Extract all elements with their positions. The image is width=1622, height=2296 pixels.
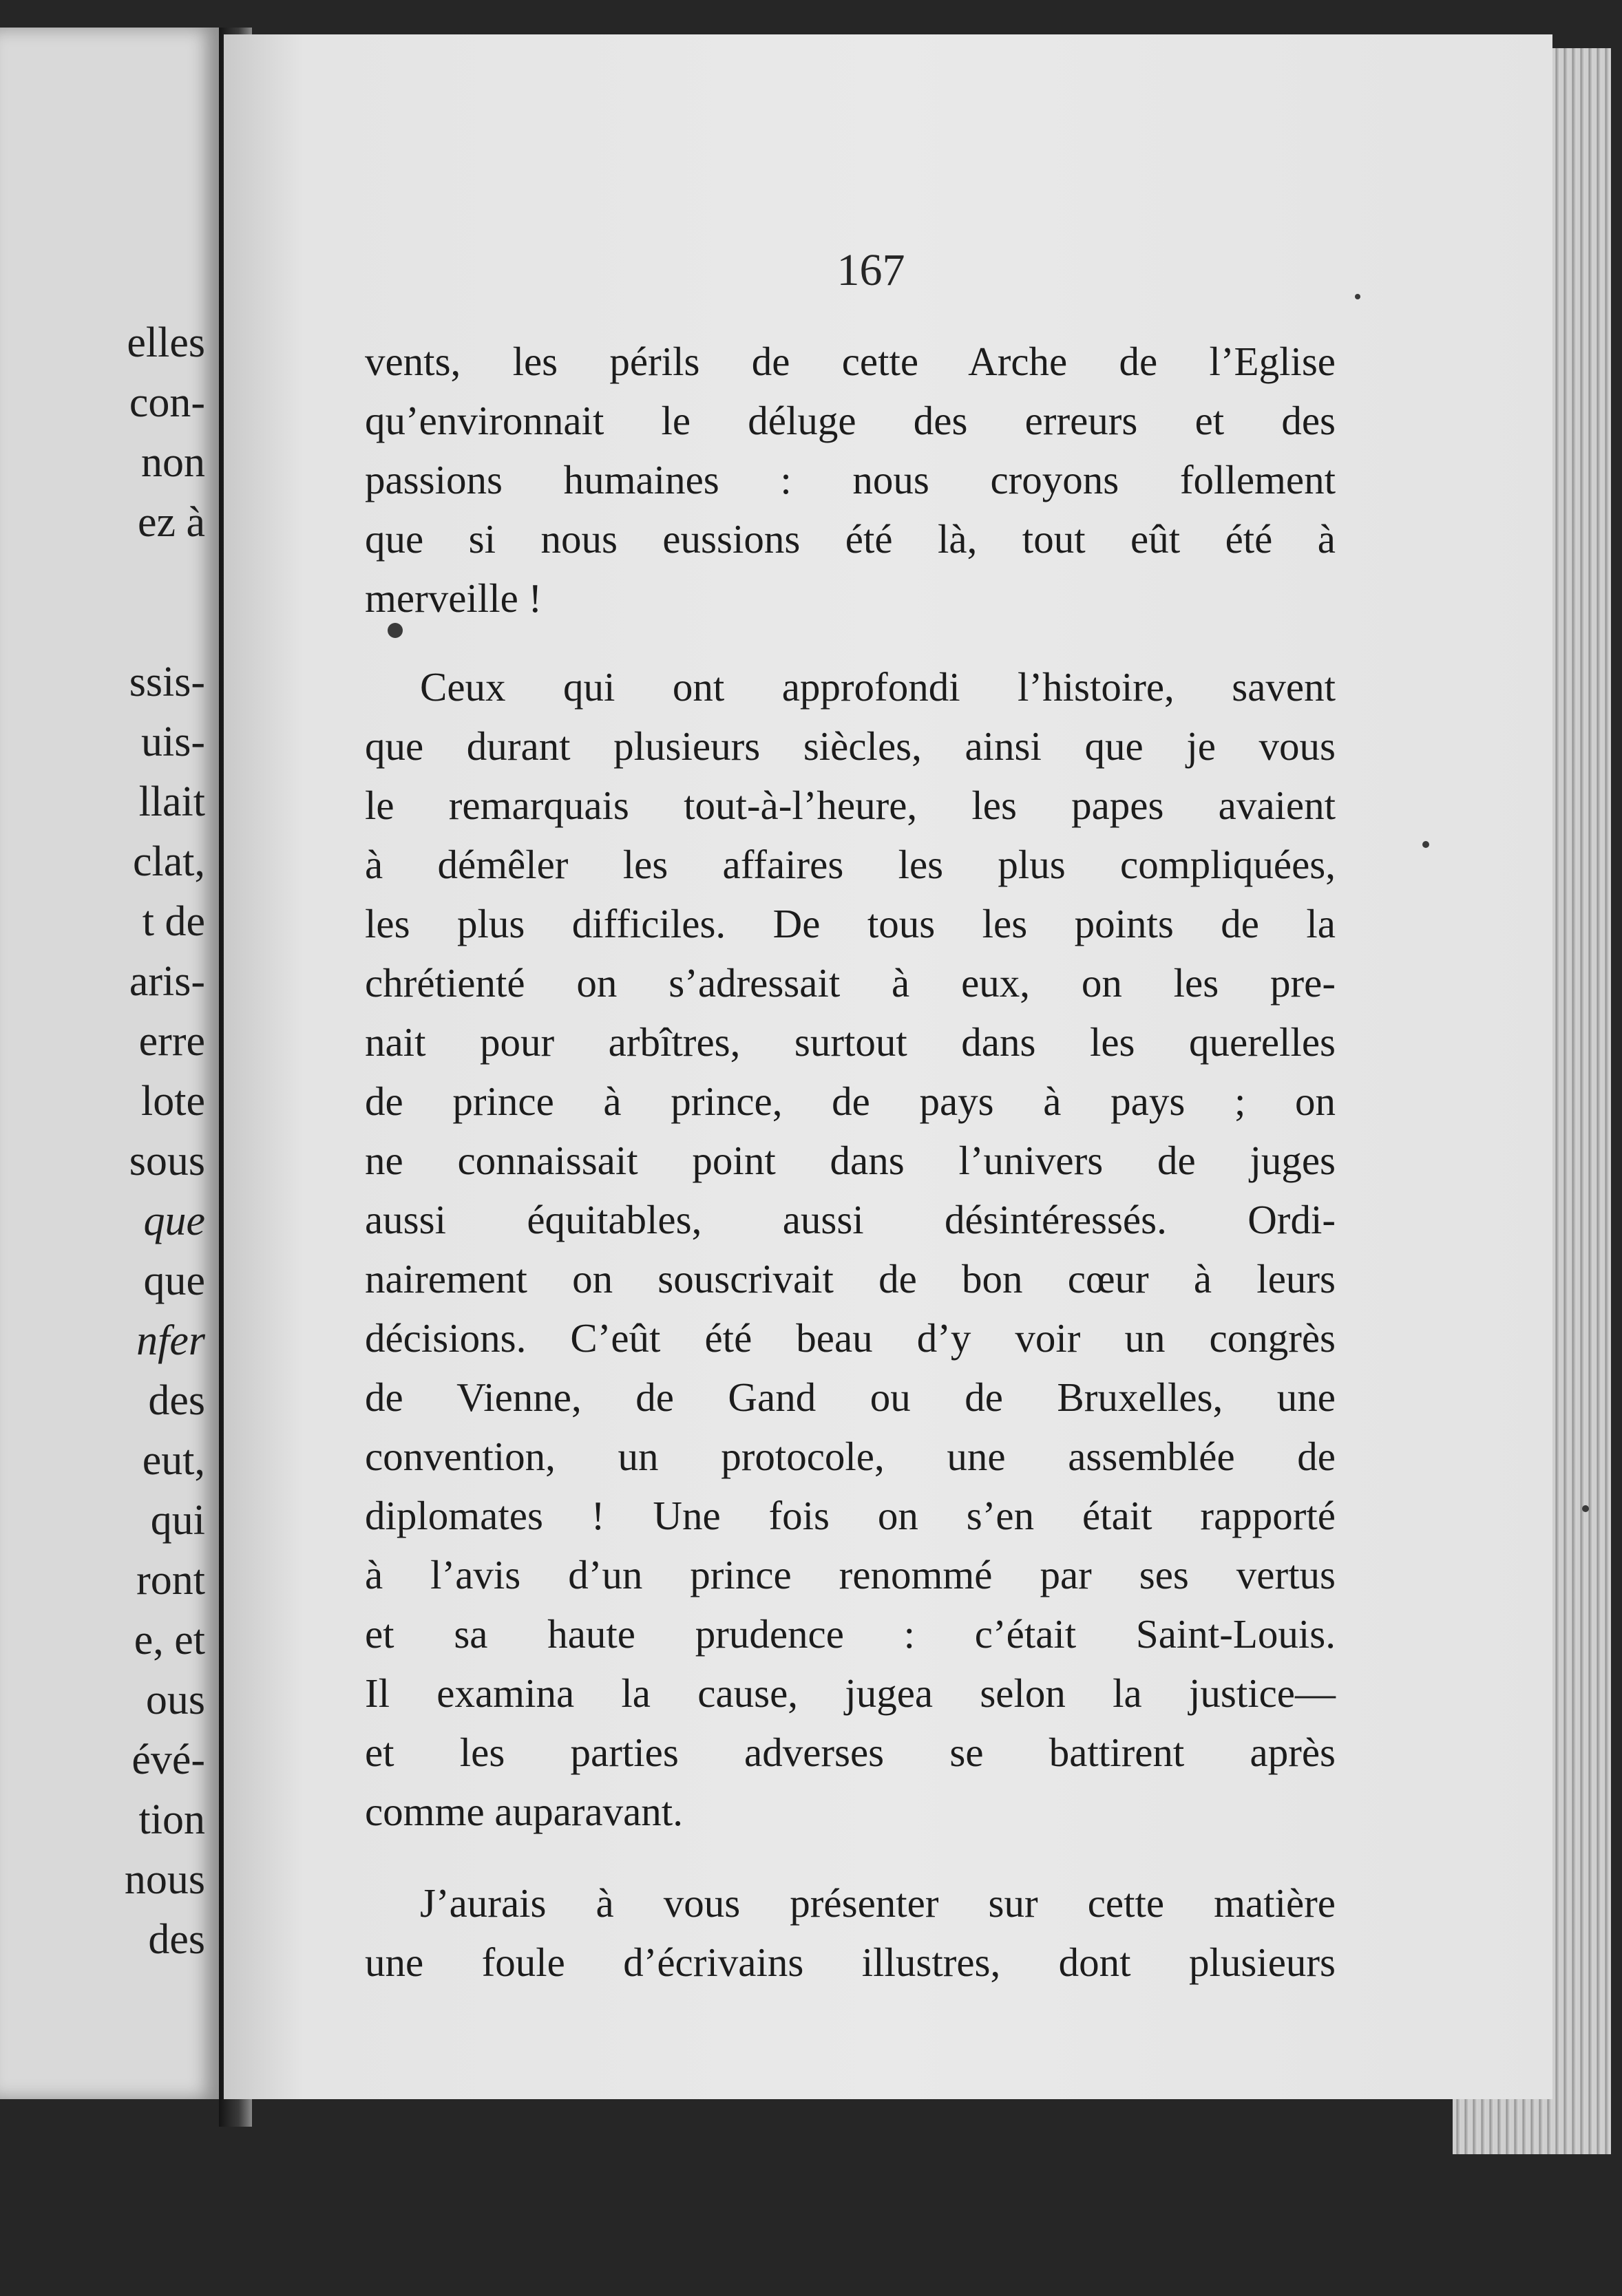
text-line: à l’avis d’un prince renommé par ses vertus: [365, 1552, 1336, 1597]
text-line: aussi équitables, aussi désintéressés. Ordi-: [365, 1197, 1336, 1242]
text-line: et les parties adverses se battirent après: [365, 1730, 1336, 1775]
text-line: à démêler les affaires les plus compliquées,: [365, 842, 1336, 887]
left-page-fragment: uis-: [141, 719, 205, 765]
text-line: et sa haute prudence : c’était Saint-Louis.: [365, 1611, 1336, 1657]
left-page-fragment: que: [143, 1198, 205, 1244]
text-line: qu’environnait le déluge des erreurs et des: [365, 398, 1336, 443]
left-page-fragment: eut,: [142, 1437, 205, 1484]
left-page-fragment: clat,: [133, 838, 205, 885]
left-page-fragment: qui: [150, 1497, 205, 1544]
paragraph: [365, 1873, 1336, 1992]
text-line: Ceux qui ont approfondi l’histoire, savent: [420, 664, 1336, 710]
left-page-fragment: ous: [145, 1677, 205, 1723]
left-page-fragment: con-: [129, 379, 205, 426]
text-line: une foule d’écrivains illustres, dont plusieurs: [365, 1939, 1336, 1985]
left-page-fragment: lote: [141, 1078, 205, 1125]
page-number: 167: [836, 245, 905, 295]
left-page-fragment: évé-: [131, 1736, 205, 1783]
text-line: décisions. C’eût été beau d’y voir un congrès: [365, 1315, 1336, 1361]
left-page-fragment: nous: [124, 1856, 205, 1903]
left-page-fragment: que: [143, 1257, 205, 1304]
text-line: J’aurais à vous présenter sur cette matière: [420, 1880, 1336, 1926]
left-page-fragment: ez à: [137, 499, 205, 546]
left-page-fragment: sous: [129, 1138, 205, 1184]
text-line: passions humaines : nous croyons follement: [365, 457, 1336, 502]
left-page-fragment: ssis-: [129, 659, 205, 705]
text-line: merveille !: [365, 575, 543, 621]
text-line: que si nous eussions été là, tout eût été à: [365, 516, 1336, 562]
text-line: diplomates ! Une fois on s’en était rapporté: [365, 1493, 1336, 1538]
paragraph: [365, 657, 1336, 1841]
left-page-fragment: non: [141, 439, 205, 486]
left-page-fragment: des: [148, 1916, 205, 1963]
left-page-fragment: llait: [138, 778, 205, 825]
left-page-fragment: tion: [138, 1796, 205, 1843]
left-page-fragment: e, et: [134, 1617, 205, 1663]
paragraph: [365, 332, 1336, 628]
ink-speck: [1355, 294, 1360, 299]
text-line: le remarquais tout-à-l’heure, les papes avaient: [365, 783, 1336, 828]
text-line: Il examina la cause, jugea selon la justice—: [365, 1670, 1336, 1716]
left-page-fragment: des: [148, 1377, 205, 1424]
text-line: que durant plusieurs siècles, ainsi que je vous: [365, 723, 1336, 769]
ink-speck: [1582, 1505, 1589, 1512]
left-page-fragment: elles: [127, 319, 205, 366]
text-line: de prince à prince, de pays à pays ; on: [365, 1078, 1336, 1124]
left-page-fragment: erre: [138, 1018, 205, 1065]
left-page-fragment: ront: [136, 1557, 205, 1604]
text-line: comme auparavant.: [365, 1789, 683, 1834]
text-line: chrétienté on s’adressait à eux, on les pre-: [365, 960, 1336, 1006]
text-line: nait pour arbîtres, surtout dans les querelles: [365, 1019, 1336, 1065]
left-page-fragment: aris-: [129, 958, 205, 1005]
text-line: ne connaissait point dans l’univers de juges: [365, 1138, 1336, 1183]
text-line: convention, un protocole, une assemblée de: [365, 1434, 1336, 1479]
text-line: nairement on souscrivait de bon cœur à leurs: [365, 1256, 1336, 1301]
ink-speck: [1422, 841, 1429, 848]
text-line: les plus difficiles. De tous les points de la: [365, 901, 1336, 946]
text-line: vents, les périls de cette Arche de l’Eglise: [365, 339, 1336, 384]
left-page-fragment: t de: [142, 898, 205, 945]
left-page: [0, 28, 219, 2099]
left-page-fragment: nfer: [136, 1317, 205, 1364]
text-line: de Vienne, de Gand ou de Bruxelles, une: [365, 1374, 1336, 1420]
